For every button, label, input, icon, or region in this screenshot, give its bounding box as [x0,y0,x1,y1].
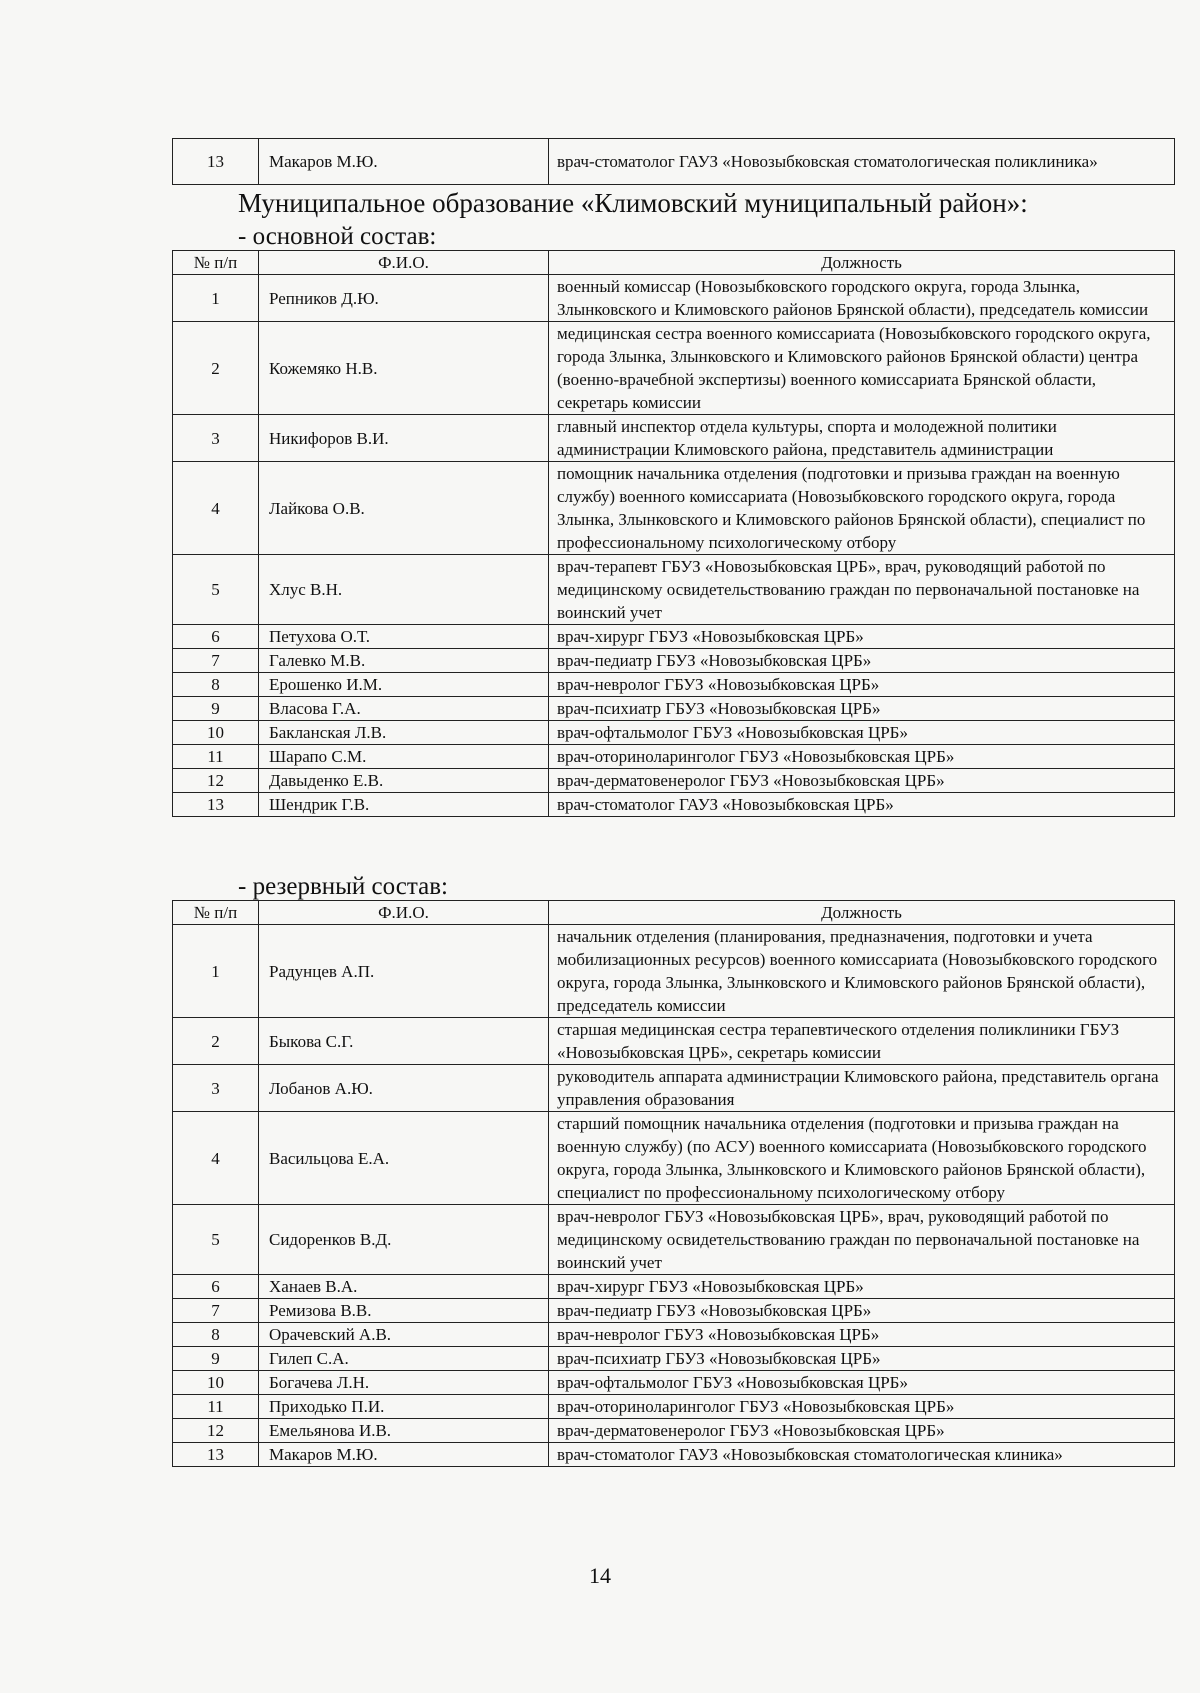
row-number: 4 [173,1112,259,1205]
row-position: врач-оториноларинголог ГБУЗ «Новозыбковская ЦРБ» [549,1395,1175,1419]
row-number: 2 [173,1018,259,1065]
table-row [173,1018,1175,1065]
table-row [173,1419,1175,1443]
row-name: Петухова О.Т. [259,625,549,649]
row-position: врач-психиатр ГБУЗ «Новозыбковская ЦРБ» [549,1347,1175,1371]
row-number: 5 [173,1205,259,1275]
row-number: 3 [173,1065,259,1112]
table-row [173,1275,1175,1299]
row-name: Давыденко Е.В. [259,769,549,793]
reserve-composition-table [172,900,1175,1467]
row-position: врач-невролог ГБУЗ «Новозыбковская ЦРБ» [549,1323,1175,1347]
table-row [173,1443,1175,1467]
row-position: врач-дерматовенеролог ГБУЗ «Новозыбковская ЦРБ» [549,1419,1175,1443]
row-number: 6 [173,1275,259,1299]
table-row [173,1065,1175,1112]
table-row [173,462,1175,555]
row-number: 12 [173,769,259,793]
row-position: начальник отделения (планирования, предназначения, подготовки и учета мобилизационных ресурсов) военного комиссариата (Новозыбковского городского округа, города Злынка, Злынковского и Климовского районов Брянской области), председатель комиссии [549,925,1175,1018]
row-name: Ханаев В.А. [259,1275,549,1299]
main-composition-table [172,250,1175,817]
row-number: 1 [173,925,259,1018]
row-name: Шарапо С.М. [259,745,549,769]
row-number: 5 [173,555,259,625]
table-row [173,1347,1175,1371]
table-row [173,745,1175,769]
table-row [173,1323,1175,1347]
row-position: врач-педиатр ГБУЗ «Новозыбковская ЦРБ» [549,1299,1175,1323]
row-position: главный инспектор отдела культуры, спорта и молодежной политики администрации Климовского района, представитель администрации [549,415,1175,462]
row-number: 13 [173,139,259,185]
row-position: врач-педиатр ГБУЗ «Новозыбковская ЦРБ» [549,649,1175,673]
row-position: врач-невролог ГБУЗ «Новозыбковская ЦРБ» [549,673,1175,697]
row-name: Ерошенко И.М. [259,673,549,697]
row-number: 7 [173,649,259,673]
table-row [173,275,1175,322]
table-header-row [173,901,1175,925]
table-row [173,649,1175,673]
row-name: Репников Д.Ю. [259,275,549,322]
table-row [173,1299,1175,1323]
row-position: врач-дерматовенеролог ГБУЗ «Новозыбковская ЦРБ» [549,769,1175,793]
table-row [173,769,1175,793]
reserve-composition-label: - резервный состав: [238,873,448,900]
row-position: врач-стоматолог ГАУЗ «Новозыбковская стоматологическая клиника» [549,1443,1175,1467]
row-number: 4 [173,462,259,555]
row-number: 8 [173,1323,259,1347]
table-row [173,1205,1175,1275]
row-position: военный комиссар (Новозыбковского городского округа, города Злынка, Злынковского и Климовского районов Брянской области), председатель комиссии [549,275,1175,322]
row-position: старшая медицинская сестра терапевтического отделения поликлиники ГБУЗ «Новозыбковская ЦРБ», секретарь комиссии [549,1018,1175,1065]
row-name: Хлус В.Н. [259,555,549,625]
row-name: Макаров М.Ю. [259,139,549,185]
row-number: 10 [173,721,259,745]
table-row [173,139,1175,185]
row-name: Шендрик Г.В. [259,793,549,817]
row-number: 3 [173,415,259,462]
table-header-row [173,251,1175,275]
row-name: Радунцев А.П. [259,925,549,1018]
row-name: Емельянова И.В. [259,1419,549,1443]
row-name: Приходько П.И. [259,1395,549,1419]
row-name: Макаров М.Ю. [259,1443,549,1467]
column-header-name: Ф.И.О. [259,251,549,275]
table-row [173,415,1175,462]
row-number: 9 [173,1347,259,1371]
table-row [173,793,1175,817]
row-number: 7 [173,1299,259,1323]
row-name: Кожемяко Н.В. [259,322,549,415]
row-number: 1 [173,275,259,322]
row-name: Быкова С.Г. [259,1018,549,1065]
table-row [173,721,1175,745]
row-position: врач-невролог ГБУЗ «Новозыбковская ЦРБ», врач, руководящий работой по медицинскому освидетельствованию граждан по первоначальной постановке на воинский учет [549,1205,1175,1275]
row-number: 11 [173,1395,259,1419]
row-position: медицинская сестра военного комиссариата (Новозыбковского городского округа, города Злынка, Злынковского и Климовского районов Брянской области) центра (военно-врачебной экспертизы) военного комиссариата Брянской области, секретарь комиссии [549,322,1175,415]
table-row [173,925,1175,1018]
row-name: Богачева Л.Н. [259,1371,549,1395]
row-position: врач-оториноларинголог ГБУЗ «Новозыбковская ЦРБ» [549,745,1175,769]
section-heading: Муниципальное образование «Климовский муниципальный район»: [238,188,1028,218]
table-row [173,1395,1175,1419]
row-number: 8 [173,673,259,697]
column-header-position: Должность [549,251,1175,275]
column-header-number: № п/п [173,901,259,925]
table-row [173,322,1175,415]
row-position: врач-стоматолог ГАУЗ «Новозыбковская стоматологическая поликлиника» [549,139,1175,185]
row-name: Гилеп С.А. [259,1347,549,1371]
row-position: врач-хирург ГБУЗ «Новозыбковская ЦРБ» [549,625,1175,649]
row-name: Лайкова О.В. [259,462,549,555]
page-number: 14 [589,1563,611,1588]
row-position: руководитель аппарата администрации Климовского района, представитель органа управления образования [549,1065,1175,1112]
row-name: Васильцова Е.А. [259,1112,549,1205]
row-position: врач-офтальмолог ГБУЗ «Новозыбковская ЦРБ» [549,721,1175,745]
row-position: старший помощник начальника отделения (подготовки и призыва граждан на военную службу) (по АСУ) военного комиссариата (Новозыбковского городского округа, города Злынка, Злынковского и Климовского районов Брянской области), специалист по профессиональному психологическому отбору [549,1112,1175,1205]
row-name: Бакланская Л.В. [259,721,549,745]
table-row [173,625,1175,649]
row-number: 13 [173,793,259,817]
top-continuation-table [172,138,1175,185]
row-number: 9 [173,697,259,721]
row-number: 10 [173,1371,259,1395]
row-number: 13 [173,1443,259,1467]
row-name: Сидоренков В.Д. [259,1205,549,1275]
row-name: Лобанов А.Ю. [259,1065,549,1112]
row-name: Галевко М.В. [259,649,549,673]
row-name: Власова Г.А. [259,697,549,721]
row-name: Ремизова В.В. [259,1299,549,1323]
row-position: врач-терапевт ГБУЗ «Новозыбковская ЦРБ», врач, руководящий работой по медицинскому освидетельствованию граждан по первоначальной постановке на воинский учет [549,555,1175,625]
row-name: Никифоров В.И. [259,415,549,462]
table-row [173,1112,1175,1205]
row-position: врач-психиатр ГБУЗ «Новозыбковская ЦРБ» [549,697,1175,721]
row-name: Орачевский А.В. [259,1323,549,1347]
table-row [173,697,1175,721]
table-row [173,673,1175,697]
column-header-position: Должность [549,901,1175,925]
row-number: 12 [173,1419,259,1443]
row-position: помощник начальника отделения (подготовки и призыва граждан на военную службу) военного комиссариата (Новозыбковского городского округа, города Злынка, Злынковского и Климовского районов Брянской области), специалист по профессиональному психологическому отбору [549,462,1175,555]
table-row [173,1371,1175,1395]
column-header-number: № п/п [173,251,259,275]
column-header-name: Ф.И.О. [259,901,549,925]
row-number: 2 [173,322,259,415]
table-row [173,555,1175,625]
row-position: врач-стоматолог ГАУЗ «Новозыбковская ЦРБ» [549,793,1175,817]
row-position: врач-хирург ГБУЗ «Новозыбковская ЦРБ» [549,1275,1175,1299]
main-composition-label: - основной состав: [238,223,437,250]
row-position: врач-офтальмолог ГБУЗ «Новозыбковская ЦРБ» [549,1371,1175,1395]
row-number: 11 [173,745,259,769]
row-number: 6 [173,625,259,649]
